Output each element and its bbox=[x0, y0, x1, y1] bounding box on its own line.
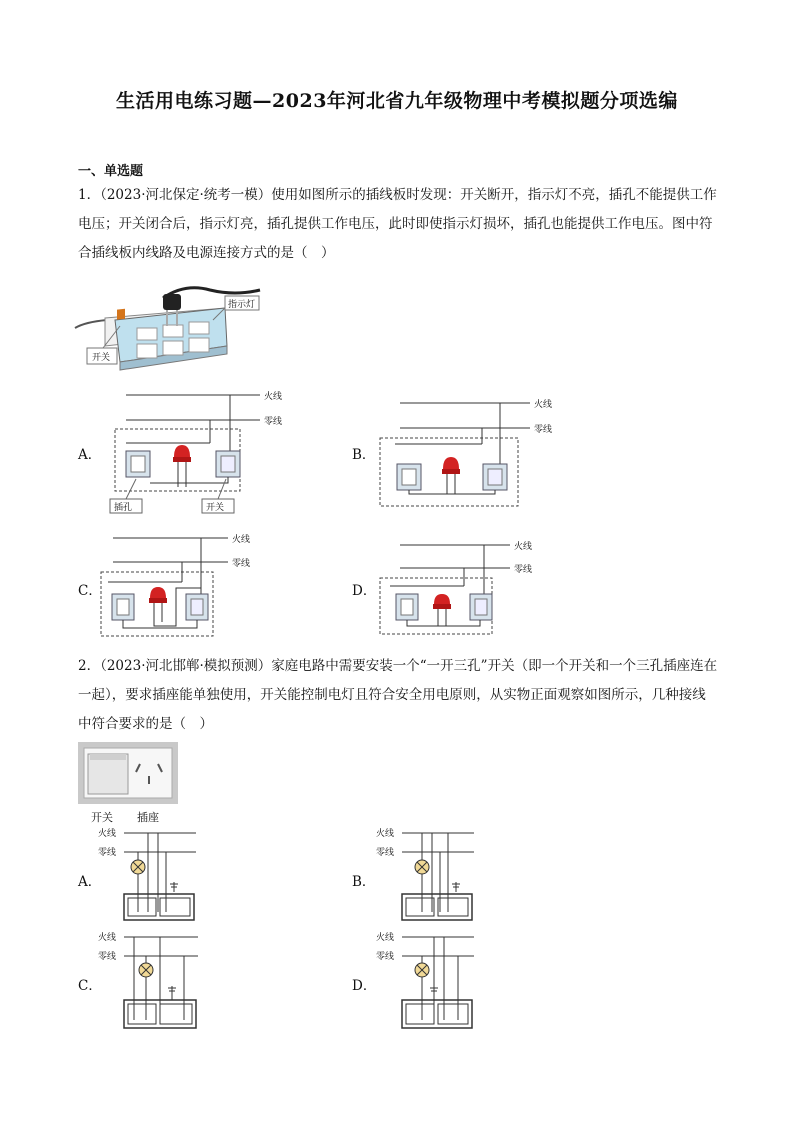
q2-circuit-d bbox=[376, 928, 486, 1032]
q1c-neutral-label: 零线 bbox=[232, 559, 251, 569]
q2d-live-label: 火线 bbox=[376, 933, 395, 943]
q2a-live-label: 火线 bbox=[98, 829, 117, 839]
q1-circuit-c bbox=[98, 532, 268, 640]
switch-socket-illustration bbox=[78, 742, 178, 804]
q2-circuit-c bbox=[98, 928, 208, 1032]
q2b-neutral-label: 零线 bbox=[376, 848, 395, 858]
q1-option-d[interactable]: D． bbox=[352, 583, 377, 599]
q2c-live-label: 火线 bbox=[98, 933, 117, 943]
q2d-neutral-label: 零线 bbox=[376, 952, 395, 962]
caption-socket: 插座 bbox=[137, 811, 159, 824]
page-title: 生活用电练习题—2023年河北省九年级物理中考模拟题分项选编 bbox=[116, 90, 678, 112]
q1-circuit-d bbox=[376, 534, 546, 638]
photo-label-indicator: 指示灯 bbox=[228, 300, 256, 310]
q1-option-c[interactable]: C． bbox=[78, 583, 102, 599]
q1c-live-label: 火线 bbox=[232, 535, 251, 545]
q2-option-b[interactable]: B． bbox=[352, 874, 376, 890]
q1-option-a[interactable]: A． bbox=[78, 447, 102, 463]
q2-option-d[interactable]: D． bbox=[352, 978, 377, 994]
q1a-switch-label: 开关 bbox=[206, 503, 225, 513]
q2-circuit-a bbox=[98, 824, 208, 924]
q1-option-b[interactable]: B． bbox=[352, 447, 376, 463]
power-strip-illustration bbox=[75, 278, 275, 373]
q1b-neutral-label: 零线 bbox=[534, 425, 553, 435]
q1-circuit-a bbox=[110, 383, 320, 518]
q1a-socket-label: 插孔 bbox=[114, 503, 133, 513]
q2-circuit-b bbox=[376, 824, 486, 924]
q1b-live-label: 火线 bbox=[534, 400, 553, 410]
question-2-text: 2．（2023·河北邯郸·模拟预测）家庭电路中需要安装一个“一开三孔”开关（即一个开关和一个三孔插座连在一起），要求插座能单独使用，开关能控制电灯且符合安全用电原则，从实物正面观察如图所示，几种接线中符合要求的是（ ） bbox=[78, 658, 718, 732]
question-1-text: 1．（2023·河北保定·统考一模）使用如图所示的插线板时发现：开关断开，指示灯不亮，插孔不能提供工作电压；开关闭合后，指示灯亮，插孔提供工作电压，此时即使指示灯损坏，插孔也能提供工作电压。图中符合插线板内线路及电源连接方式的是（ ） bbox=[78, 187, 717, 261]
photo-label-switch: 开关 bbox=[92, 353, 111, 363]
q1d-live-label: 火线 bbox=[514, 542, 533, 552]
q1a-neutral-label: 零线 bbox=[264, 417, 283, 427]
q2-option-a[interactable]: A． bbox=[78, 874, 102, 890]
section-heading: 一、单选题 bbox=[78, 164, 144, 179]
q1a-live-label: 火线 bbox=[264, 392, 283, 402]
q2a-neutral-label: 零线 bbox=[98, 848, 117, 858]
caption-switch: 开关 bbox=[91, 811, 113, 824]
q1d-neutral-label: 零线 bbox=[514, 565, 533, 575]
q2b-live-label: 火线 bbox=[376, 829, 395, 839]
q2c-neutral-label: 零线 bbox=[98, 952, 117, 962]
q1-circuit-b bbox=[375, 392, 565, 512]
q2-option-c[interactable]: C． bbox=[78, 978, 102, 994]
